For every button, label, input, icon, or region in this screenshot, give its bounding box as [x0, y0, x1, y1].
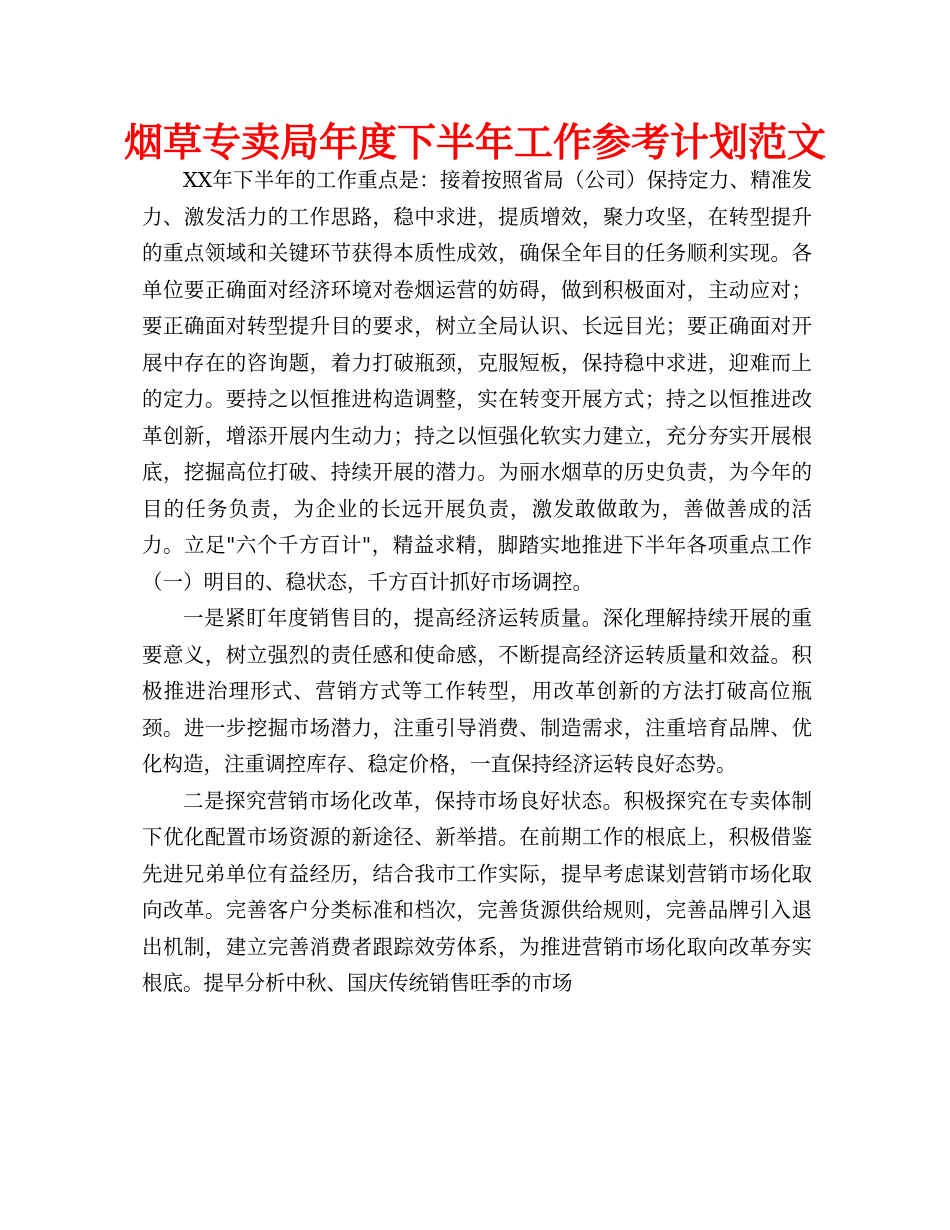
paragraph-marketing-reform: 二是探究营销市场化改革，保持市场良好状态。积极探究在专卖体制下优化配置市场资源的新途径、新举措。在前期工作的根底上，积极借鉴先进兄弟单位有益经历，结合我市工作实际，提早考虑谋划营销市场化取向改革。完善客户分类标准和档次，完善货源供给规则，完善品牌引入退出机制，建立完善消费者跟踪效劳体系，为推进营销市场化取向改革夯实根底。提早分析中秋、国庆传统销售旺季的市场 — [142, 788, 812, 995]
paragraph-sales-target: 一是紧盯年度销售目的，提高经济运转质量。深化理解持续开展的重要意义，树立强烈的责任感和使命感，不断提高经济运转质量和效益。积极推进治理形式、营销方式等工作转型，用改革创新的方法打破高位瓶颈。进一步挖掘市场潜力，注重引导消费、制造需求，注重培育品牌、优化构造，注重调控库存、稳定价格，一直保持经济运转良好态势。 — [142, 606, 812, 776]
document-title: 烟草专卖局年度下半年工作参考计划范文 — [123, 121, 826, 166]
paragraph-intro: XX年下半年的工作重点是：接着按照省局（公司）保持定力、精准发力、激发活力的工作思路，稳中求进，提质增效，聚力攻坚，在转型提升的重点领域和关键环节获得本质性成效，确保全年目的任务顺利实现。各单位要正确面对经济环境对卷烟运营的妨碍，做到积极面对，主动应对；要正确面对转型提升目的要求，树立全局认识、长远目光；要正确面对开展中存在的咨询题，着力打破瓶颈，克服短板，保持稳中求进，迎难而上的定力。要持之以恒推进构造调整，实在转变开展方式；持之以恒推进改革创新，增添开展内生动力；持之以恒强化软实力建立，充分夯实开展根底，挖掘高位打破、持续开展的潜力。为丽水烟草的历史负责，为今年的目的任务负责，为企业的长远开展负责，激发敢做敢为，善做善成的活力。立足"六个千方百计"，精益求精，脚踏实地推进下半年各项重点工作 （一）明目的、稳状态，千方百计抓好市场调控。 — [142, 168, 853, 594]
document-body — [142, 162, 853, 1002]
